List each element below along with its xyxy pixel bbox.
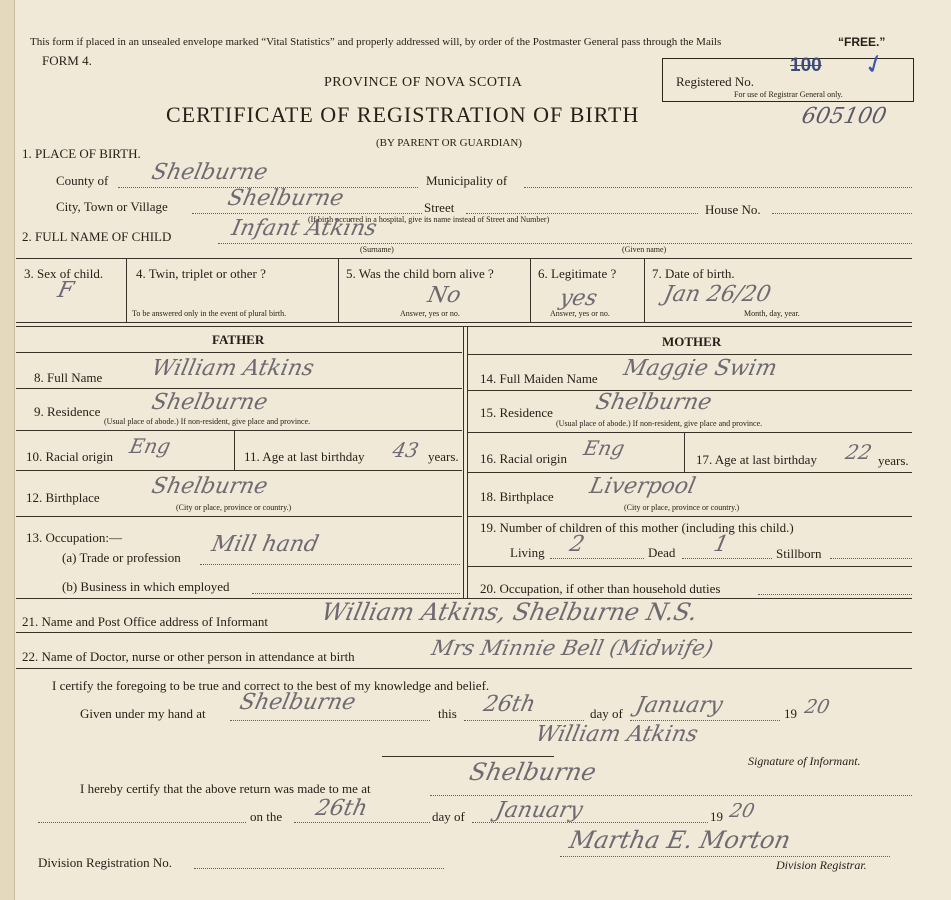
province-heading: PROVINCE OF NOVA SCOTIA	[324, 75, 523, 90]
registrar-use-note: For use of Registrar General only.	[734, 90, 843, 99]
father-birthplace-value: Shelburne	[149, 474, 270, 499]
mother-age-value: 22	[843, 440, 875, 464]
mother-birthplace-note: (City or place, province or country.)	[624, 503, 740, 512]
mother-racial-label: 16. Racial origin	[480, 451, 568, 466]
father-residence-note: (Usual place of abode.) If non-resident, give place and province.	[104, 417, 311, 426]
doctor-value: Mrs Minnie Bell (Midwife)	[429, 636, 716, 660]
father-age-label: 11. Age at last birthday	[244, 449, 365, 464]
house-number-label: House No.	[705, 202, 761, 217]
place-of-birth-label: 1. PLACE OF BIRTH.	[22, 146, 141, 161]
father-name-label: 8. Full Name	[34, 370, 103, 385]
doctor-label: 22. Name of Doctor, nurse or other person in attendance at birth	[22, 649, 355, 664]
registration-year-value: 20	[727, 800, 757, 822]
father-age-value: 43	[390, 438, 422, 462]
twin-label: 4. Twin, triplet or other ?	[136, 266, 266, 281]
child-name-value: Infant Atkins	[229, 216, 379, 241]
surname-note: (Surname)	[360, 245, 394, 254]
day-of-label: day of	[590, 706, 623, 721]
date-of-birth-label: 7. Date of birth.	[652, 266, 735, 281]
father-heading: FATHER	[212, 332, 265, 347]
mother-racial-value: Eng	[581, 436, 627, 460]
registration-day-value: 26th	[313, 796, 370, 821]
father-years-label: years.	[428, 449, 459, 464]
city-label: City, Town or Village	[56, 199, 168, 214]
dead-value: 1	[711, 532, 731, 557]
registrar-signature: Martha E. Morton	[567, 826, 794, 854]
page-subtitle: (BY PARENT OR GUARDIAN)	[376, 137, 522, 149]
mother-name-label: 14. Full Maiden Name	[480, 371, 598, 386]
registrar-place-value: Shelburne	[467, 758, 599, 786]
stillborn-label: Stillborn	[776, 546, 822, 561]
county-label: County of	[56, 173, 109, 188]
handwritten-file-number: 605100	[799, 104, 889, 129]
registered-label: Registered No.	[676, 74, 754, 89]
father-birthplace-label: 12. Birthplace	[26, 490, 100, 505]
page-title: CERTIFICATE OF REGISTRATION OF BIRTH	[166, 102, 640, 127]
registrar-certify-text: I hereby certify that the above return was made to me at	[80, 781, 371, 796]
division-registrar-label: Division Registrar.	[776, 858, 867, 872]
date-of-birth-note: Month, day, year.	[744, 309, 800, 318]
division-registration-number-label: Division Registration No.	[38, 855, 172, 870]
given-place-value: Shelburne	[237, 690, 358, 715]
free-label: “FREE.”	[838, 35, 886, 49]
certify-statement: I certify the foregoing to be true and correct to the best of my knowledge and belief.	[52, 678, 490, 693]
county-value: Shelburne	[149, 160, 270, 185]
signature-of-informant-label: Signature of Informant.	[748, 754, 861, 768]
given-year-value: 20	[802, 696, 832, 718]
father-name-value: William Atkins	[149, 356, 317, 381]
born-alive-label: 5. Was the child born alive ?	[346, 266, 494, 281]
business-label: (b) Business in which employed	[62, 579, 230, 594]
on-the-label: on the	[250, 809, 283, 824]
mother-years-label: years.	[878, 453, 909, 468]
mother-name-value: Maggie Swim	[621, 356, 780, 381]
mother-occupation-label: 20. Occupation, if other than household duties	[480, 581, 721, 596]
father-racial-value: Eng	[127, 434, 173, 458]
registration-day-of-label: day of	[432, 809, 465, 824]
informant-label: 21. Name and Post Office address of Informant	[22, 614, 268, 629]
given-day-value: 26th	[481, 692, 538, 717]
mother-residence-note: (Usual place of abode.) If non-resident, give place and province.	[556, 419, 763, 428]
twin-note: To be answered only in the event of plural birth.	[132, 309, 287, 318]
living-label: Living	[510, 545, 545, 560]
father-residence-label: 9. Residence	[34, 404, 101, 419]
born-alive-note: Answer, yes or no.	[400, 309, 460, 318]
dead-label: Dead	[648, 545, 676, 560]
this-label: this	[438, 706, 457, 721]
page-edge	[0, 0, 15, 900]
hospital-note: (If birth occurred in a hospital, give its name instead of Street and Number)	[308, 215, 550, 224]
mother-birthplace-value: Liverpool	[587, 474, 698, 499]
registration-year-prefix: 19	[710, 809, 723, 824]
mother-residence-value: Shelburne	[593, 390, 714, 415]
given-under-label: Given under my hand at	[80, 706, 206, 721]
mailing-notice: This form if placed in an unsealed envelope marked “Vital Statistics” and properly addressed will, by order of the Postmaster General pass through the Mails	[30, 36, 722, 48]
given-month-value: January	[633, 693, 726, 718]
registration-month-value: January	[493, 798, 586, 823]
informant-value: William Atkins, Shelburne N.S.	[319, 598, 701, 626]
legitimate-note: Answer, yes or no.	[550, 309, 610, 318]
trade-value: Mill hand	[209, 532, 321, 557]
informant-signature: William Atkins	[533, 722, 701, 747]
date-of-birth-value: Jan 26/20	[661, 282, 774, 307]
municipality-label: Municipality of	[426, 173, 508, 188]
father-residence-value: Shelburne	[149, 390, 270, 415]
mother-residence-label: 15. Residence	[480, 405, 553, 420]
born-alive-value: No	[425, 283, 464, 308]
check-mark-icon: ✓	[859, 47, 890, 82]
legitimate-label: 6. Legitimate ?	[538, 266, 617, 281]
registered-value: 100	[790, 55, 822, 76]
year-prefix: 19	[784, 706, 797, 721]
occupation-label: 13. Occupation:—	[26, 530, 123, 545]
mother-birthplace-label: 18. Birthplace	[480, 489, 554, 504]
form-number: FORM 4.	[42, 53, 92, 68]
given-name-note: (Given name)	[622, 245, 667, 254]
sex-value: F	[55, 278, 76, 303]
child-name-label: 2. FULL NAME OF CHILD	[22, 229, 172, 244]
children-count-label: 19. Number of children of this mother (including this child.)	[480, 520, 794, 535]
father-racial-label: 10. Racial origin	[26, 449, 114, 464]
father-birthplace-note: (City or place, province or country.)	[176, 503, 292, 512]
city-value: Shelburne	[225, 186, 346, 211]
mother-heading: MOTHER	[662, 334, 722, 349]
mother-age-label: 17. Age at last birthday	[696, 452, 817, 467]
legitimate-value: yes	[557, 286, 600, 311]
trade-label: (a) Trade or profession	[62, 550, 181, 565]
street-label: Street	[424, 200, 455, 215]
sex-label: 3. Sex of child.	[24, 266, 104, 281]
living-value: 2	[567, 532, 587, 557]
